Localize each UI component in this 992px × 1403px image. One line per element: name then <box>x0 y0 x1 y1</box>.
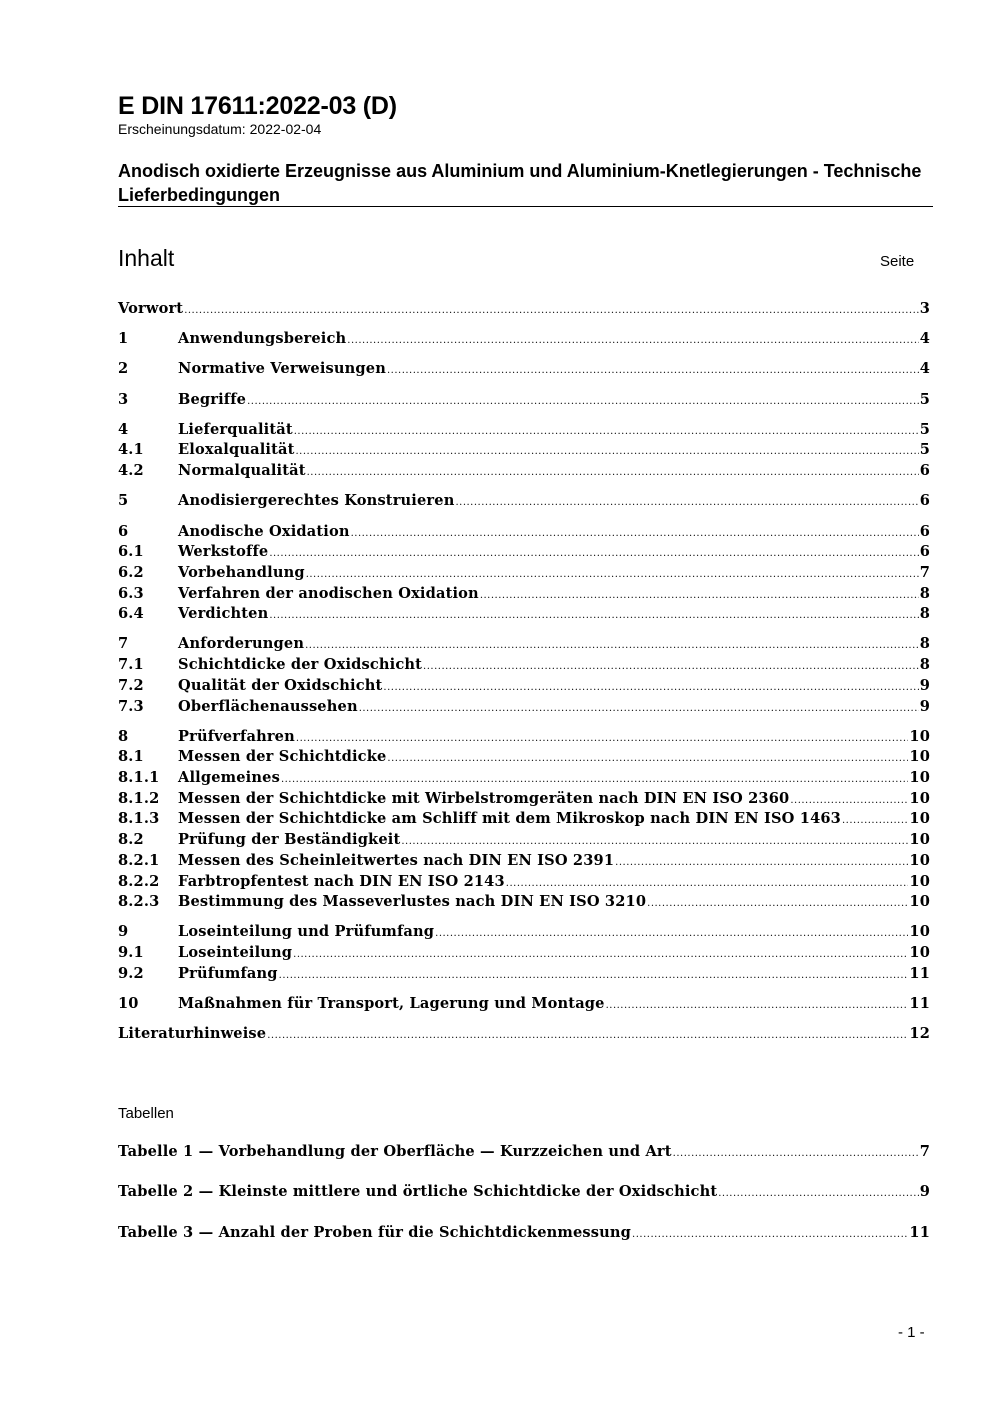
toc-entry-page: 4 <box>919 330 930 348</box>
toc-entry-page: 9 <box>919 676 930 694</box>
toc-entry-page: 10 <box>909 923 930 941</box>
toc-entry-title: Allgemeines <box>178 769 280 787</box>
toc-entry-page: 9 <box>919 697 930 715</box>
toc-entry[interactable] <box>118 790 930 811</box>
toc-entry-number: 9.1 <box>118 944 144 962</box>
toc-leader <box>184 305 919 316</box>
toc-entry[interactable] <box>118 523 930 544</box>
toc-entry-page: 5 <box>919 390 930 408</box>
toc-entry[interactable] <box>118 585 930 606</box>
toc-leader <box>632 1229 908 1240</box>
page-number: - 1 - <box>898 1324 925 1341</box>
toc-leader <box>455 497 918 508</box>
toc-leader <box>842 815 908 826</box>
toc-entry[interactable] <box>118 965 930 986</box>
toc-entry-title: Begriffe <box>178 390 247 408</box>
toc-leader <box>673 1148 919 1159</box>
toc-leader <box>306 569 919 580</box>
toc-entry-number: 7.1 <box>118 656 144 674</box>
publication-date <box>118 121 321 137</box>
title-divider <box>118 206 933 207</box>
toc-entry[interactable] <box>118 831 930 852</box>
toc-leader <box>606 1000 909 1011</box>
toc-entry[interactable] <box>118 923 930 944</box>
toc-entry-page: 8 <box>919 635 930 653</box>
toc-entry-page: 10 <box>909 748 930 766</box>
toc-entry-title: Vorbehandlung <box>178 563 305 581</box>
toc-entry-number: 4.1 <box>118 441 144 459</box>
toc-entry-number: 6.4 <box>118 605 144 623</box>
toc-entry[interactable] <box>118 605 930 626</box>
toc-entry-title: Vorwort <box>118 300 184 317</box>
toc-leader <box>279 970 909 981</box>
toc-entry-number: 7.3 <box>118 697 144 715</box>
toc-entry-number: 7.2 <box>118 676 144 694</box>
toc-entry-number: 7 <box>118 635 129 653</box>
toc-entry[interactable] <box>118 698 930 719</box>
toc-leader <box>351 528 919 539</box>
document-title: Anodisch oxidierte Erzeugnisse aus Aluminium und Aluminium-Knetlegierungen - Technische Lieferbedingungen <box>118 161 922 205</box>
toc-entry[interactable] <box>118 330 930 351</box>
toc-leader <box>307 467 919 478</box>
toc-entry-title: Verfahren der anodischen Oxidation <box>178 584 479 602</box>
toc-entry-number: 8.1.1 <box>118 769 160 787</box>
toc-entry[interactable] <box>118 769 930 790</box>
toc-entry-title: Werkstoffe <box>178 543 269 561</box>
toc-entry-page: 6 <box>919 522 930 540</box>
toc-leader <box>296 446 919 457</box>
toc-entry-page: 10 <box>909 810 930 828</box>
toc-leader <box>247 396 919 407</box>
toc-entry-page: 6 <box>919 543 930 561</box>
toc-leader <box>294 426 919 437</box>
toc-entry-page: 6 <box>919 462 930 480</box>
table-list-entry[interactable] <box>118 1224 930 1245</box>
toc-leader <box>383 682 918 693</box>
toc-entry-page: 6 <box>919 492 930 510</box>
table-entry-page: 11 <box>909 1223 930 1241</box>
toc-entry-page: 8 <box>919 584 930 602</box>
toc-entry-page: 10 <box>909 769 930 787</box>
toc-entry-number: 6.1 <box>118 543 144 561</box>
table-entry-title: Tabelle 2 — Kleinste mittlere und örtliche Schichtdicke der Oxidschicht <box>118 1183 718 1201</box>
toc-entry-page: 10 <box>909 727 930 745</box>
toc-leader <box>267 1030 908 1041</box>
toc-entry-number: 8.2.1 <box>118 851 160 869</box>
toc-entry-number: 6.3 <box>118 584 144 602</box>
toc-entry-title: Maßnahmen für Transport, Lagerung und Montage <box>178 994 605 1012</box>
toc-entry-title: Farbtropfentest nach DIN EN ISO 2143 <box>178 872 505 890</box>
toc-entry[interactable] <box>118 893 930 914</box>
toc-entry-title: Messen der Schichtdicke mit Wirbelstromgeräten nach DIN EN ISO 2360 <box>178 789 790 807</box>
toc-leader <box>506 878 909 889</box>
toc-leader <box>387 753 908 764</box>
toc-entry[interactable] <box>118 995 930 1016</box>
toc-entry[interactable] <box>118 421 930 442</box>
toc-entry-title: Prüfverfahren <box>178 727 295 745</box>
toc-leader <box>305 640 919 651</box>
toc-entry-page: 10 <box>909 872 930 890</box>
toc-entry-title: Loseinteilung <box>178 944 293 962</box>
toc-entry-page: 5 <box>919 441 930 459</box>
toc-entry-number: 9.2 <box>118 964 144 982</box>
toc-entry-number: 9 <box>118 923 129 941</box>
toc-entry-page: 10 <box>909 893 930 911</box>
toc-entry[interactable] <box>118 748 930 769</box>
toc-entry-page: 10 <box>909 831 930 849</box>
toc-entry[interactable] <box>118 564 930 585</box>
toc-leader <box>423 661 919 672</box>
toc-entry-page: 4 <box>919 360 930 378</box>
toc-entry-number: 8.1 <box>118 748 144 766</box>
toc-entry[interactable] <box>118 810 930 831</box>
toc-entry[interactable] <box>118 1025 930 1046</box>
toc-entry-title: Anodische Oxidation <box>178 522 350 540</box>
table-of-contents <box>118 300 930 1046</box>
toc-entry-page: 7 <box>919 563 930 581</box>
toc-entry-page: 10 <box>909 944 930 962</box>
toc-leader <box>647 898 908 909</box>
toc-entry-title: Loseinteilung und Prüfumfang <box>178 923 435 941</box>
toc-entry-title: Prüfumfang <box>178 964 278 982</box>
table-list-entry[interactable] <box>118 1143 930 1164</box>
publication-date-label: Erscheinungsdatum: <box>118 121 246 137</box>
toc-entry-title: Lieferqualität <box>178 420 293 438</box>
toc-leader <box>480 590 919 601</box>
toc-entry-number: 8.1.2 <box>118 789 160 807</box>
toc-entry-title: Schichtdicke der Oxidschicht <box>178 656 423 674</box>
toc-leader <box>615 857 908 868</box>
toc-entry-number: 4.2 <box>118 462 144 480</box>
toc-leader <box>359 703 919 714</box>
tables-heading: Tabellen <box>118 1105 174 1122</box>
table-list-entry[interactable] <box>118 1183 930 1204</box>
toc-entry-page: 3 <box>919 300 930 317</box>
toc-leader <box>269 610 918 621</box>
toc-leader <box>293 949 908 960</box>
toc-entry-title: Messen der Schichtdicke am Schliff mit dem Mikroskop nach DIN EN ISO 1463 <box>178 810 841 828</box>
toc-entry-title: Prüfung der Beständigkeit <box>178 831 401 849</box>
toc-entry[interactable] <box>118 873 930 894</box>
toc-entry-number: 6.2 <box>118 563 144 581</box>
list-of-tables <box>118 1143 930 1264</box>
toc-entry-title: Verdichten <box>178 605 269 623</box>
toc-leader <box>401 836 908 847</box>
toc-page-column-label: Seite <box>880 253 915 270</box>
toc-entry-page: 8 <box>919 605 930 623</box>
toc-leader <box>269 548 918 559</box>
table-entry-page: 7 <box>919 1143 930 1160</box>
toc-entry-page: 5 <box>919 420 930 438</box>
toc-entry-number: 2 <box>118 360 129 378</box>
publication-date-value: 2022-02-04 <box>249 121 322 137</box>
toc-entry-page: 11 <box>909 994 930 1012</box>
toc-entry[interactable] <box>118 728 930 749</box>
toc-entry-title: Bestimmung des Masseverlustes nach DIN EN ISO 3210 <box>178 893 647 911</box>
toc-leader <box>387 365 919 376</box>
toc-entry-page: 8 <box>919 656 930 674</box>
toc-entry[interactable] <box>118 462 930 483</box>
toc-entry-number: 5 <box>118 492 129 510</box>
table-entry-title: Tabelle 3 — Anzahl der Proben für die Schichtdickenmessung <box>118 1223 632 1241</box>
toc-leader <box>718 1188 918 1199</box>
toc-entry[interactable] <box>118 944 930 965</box>
toc-entry[interactable] <box>118 677 930 698</box>
toc-entry-title: Messen der Schichtdicke <box>178 748 387 766</box>
toc-entry-title: Messen des Scheinleitwertes nach DIN EN ISO 2391 <box>178 851 615 869</box>
toc-entry-title: Eloxalqualität <box>178 441 295 459</box>
toc-entry-number: 8.2.2 <box>118 872 160 890</box>
table-entry-page: 9 <box>919 1183 930 1201</box>
toc-entry-number: 8.2.3 <box>118 893 160 911</box>
toc-entry-title: Normalqualität <box>178 462 306 480</box>
toc-entry-title: Anforderungen <box>178 635 305 653</box>
toc-entry[interactable] <box>118 635 930 656</box>
toc-entry-title: Anodisiergerechtes Konstruieren <box>178 492 455 510</box>
toc-entry[interactable] <box>118 360 930 381</box>
toc-entry-title: Literaturhinweise <box>118 1025 267 1043</box>
toc-leader <box>281 774 908 785</box>
toc-entry-title: Qualität der Oxidschicht <box>178 676 383 694</box>
toc-entry-number: 4 <box>118 420 129 438</box>
toc-entry-page: 10 <box>909 789 930 807</box>
toc-entry-number: 8 <box>118 727 129 745</box>
toc-entry-number: 8.1.3 <box>118 810 160 828</box>
toc-entry-title: Anwendungsbereich <box>178 330 347 348</box>
toc-leader <box>296 733 909 744</box>
toc-entry-page: 11 <box>909 964 930 982</box>
toc-entry-page: 12 <box>909 1025 930 1043</box>
toc-entry[interactable] <box>118 492 930 513</box>
toc-entry-title: Normative Verweisungen <box>178 360 386 378</box>
toc-entry[interactable] <box>118 656 930 677</box>
toc-entry-title: Oberflächenaussehen <box>178 697 358 715</box>
toc-leader <box>790 795 908 806</box>
toc-entry-number: 3 <box>118 390 129 408</box>
toc-entry[interactable] <box>118 543 930 564</box>
toc-entry-page: 10 <box>909 851 930 869</box>
toc-entry[interactable] <box>118 852 930 873</box>
table-entry-title: Tabelle 1 — Vorbehandlung der Oberfläche — Kurzzeichen und Art <box>118 1143 672 1160</box>
toc-leader <box>435 928 908 939</box>
toc-entry[interactable] <box>118 441 930 462</box>
toc-entry-number: 6 <box>118 522 129 540</box>
toc-entry-number: 10 <box>118 994 139 1012</box>
document-id: E DIN 17611:2022-03 (D) <box>118 92 397 120</box>
toc-entry[interactable] <box>118 391 930 412</box>
toc-leader <box>347 335 918 346</box>
toc-entry[interactable] <box>118 300 930 321</box>
toc-entry-number: 8.2 <box>118 831 144 849</box>
toc-heading: Inhalt <box>118 245 175 271</box>
toc-entry-number: 1 <box>118 330 129 348</box>
